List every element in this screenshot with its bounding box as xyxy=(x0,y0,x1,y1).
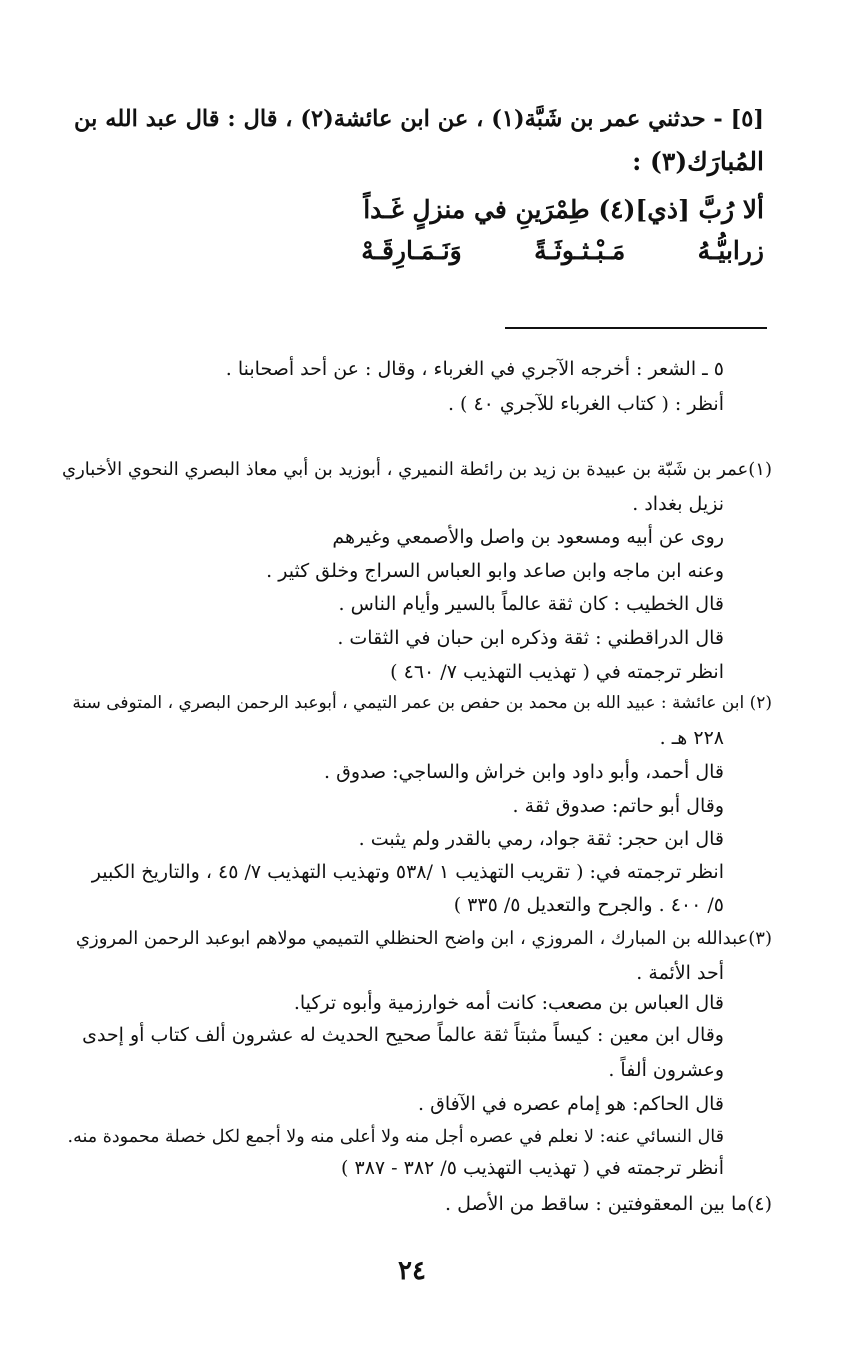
footnote-2-line: وقال أبو حاتم: صدوق ثقة . xyxy=(512,795,724,817)
footnote-1-line: (١)عمر بن شَبّة بن عبيدة بن زيد بن رائطة النميري ، أبوزيد بن أبي معاذ البصري النحوي الأخباري xyxy=(62,459,772,480)
footnote-4-line: (٤)ما بين المعقوفتين : ساقط من الأصل . xyxy=(445,1193,772,1215)
note-line-1: ٥ ـ الشعر : أخرجه الآجري في الغرباء ، وقال : عن أحد أصحابنا . xyxy=(225,358,724,380)
poem-word: زرابيُّـهُ xyxy=(697,236,764,265)
page-number: ٢٤ xyxy=(398,1256,426,1286)
footnote-1-line: وعنه ابن ماجه وابن صاعد وابو العباس السراج وخلق كثير . xyxy=(266,560,724,582)
footnote-1-line: نزيل بغداد . xyxy=(632,493,724,515)
footnote-1-line: قال الدراقطني : ثقة وذكره ابن حبان في الثقات . xyxy=(337,627,724,649)
poem-word: وَنَـمَـارِقَـهْ xyxy=(361,236,462,265)
hadith-line-1: [٥] - حدثني عمر بن شَبَّة(١) ، عن ابن عائشة(٢) ، قال : قال عبد الله بن xyxy=(74,106,764,132)
footnote-1-line: انظر ترجمته في ( تهذيب التهذيب ٧/ ٤٦٠ ) xyxy=(390,661,724,683)
footnote-3-line: قال العباس بن مصعب: كانت أمه خوارزمية وأبوه تركيا. xyxy=(293,992,724,1014)
footnote-3-line: أنظر ترجمته في ( تهذيب التهذيب ٥/ ٣٨٢ - ٣٨٧ ) xyxy=(341,1157,724,1179)
footnote-3-line: أحد الأئمة . xyxy=(636,962,724,984)
note-line-2: أنظر : ( كتاب الغرباء للآجري ٤٠ ) . xyxy=(447,393,724,415)
footnote-3-line: قال الحاكم: هو إمام عصره في الآفاق . xyxy=(418,1093,724,1115)
poem-verse-1: ألا رُبَّ [ذي](٤) طِمْرَينِ في منزلٍ غَـداً xyxy=(363,195,764,224)
hadith-line-2: المُبارَك(٣) : xyxy=(632,147,764,176)
footnote-1-line: روى عن أبيه ومسعود بن واصل والأصمعي وغيرهم xyxy=(332,526,724,548)
footnote-1-line: قال الخطيب : كان ثقة عالماً بالسير وأيام الناس . xyxy=(338,593,724,615)
footnote-separator xyxy=(505,327,767,329)
footnote-2-line: انظر ترجمته في: ( تقريب التهذيب ١ /٥٣٨ وتهذيب التهذيب ٧/ ٤٥ ، والتاريخ الكبير xyxy=(91,861,724,883)
poem-word: مَـبْـثـوثَـةً xyxy=(534,236,626,265)
footnote-2-line: ٥/ ٤٠٠ . والجرح والتعديل ٥/ ٣٣٥ ) xyxy=(453,894,724,916)
footnote-3-line: قال النسائي عنه: لا نعلم في عصره أجل منه ولا أعلى منه ولا أجمع لكل خصلة محمودة منه. xyxy=(67,1127,724,1147)
footnote-3-line: وعشرون ألفاً . xyxy=(608,1059,724,1081)
footnote-2-line: قال أحمد، وأبو داود وابن خراش والساجي: صدوق . xyxy=(324,761,724,783)
footnote-2-line: قال ابن حجر: ثقة جواد، رمي بالقدر ولم يثبت . xyxy=(358,828,724,850)
footnote-2-line: (٢) ابن عائشة : عبيد الله بن محمد بن حفص بن عمر التيمي ، أبوعبد الرحمن البصري ، المتوفى سنة xyxy=(72,693,772,713)
footnote-2-line: ٢٢٨ هـ . xyxy=(659,727,724,749)
poem-verse-2 xyxy=(361,236,764,265)
footnote-3-line: (٣)عبدالله بن المبارك ، المروزي ، ابن واضح الحنظلي التميمي مولاهم ابوعبد الرحمن المروزي xyxy=(75,928,772,949)
footnote-3-line: وقال ابن معين : كيساً مثبتاً ثقة عالماً صحيح الحديث له عشرون ألف كتاب أو إحدى xyxy=(82,1024,724,1046)
